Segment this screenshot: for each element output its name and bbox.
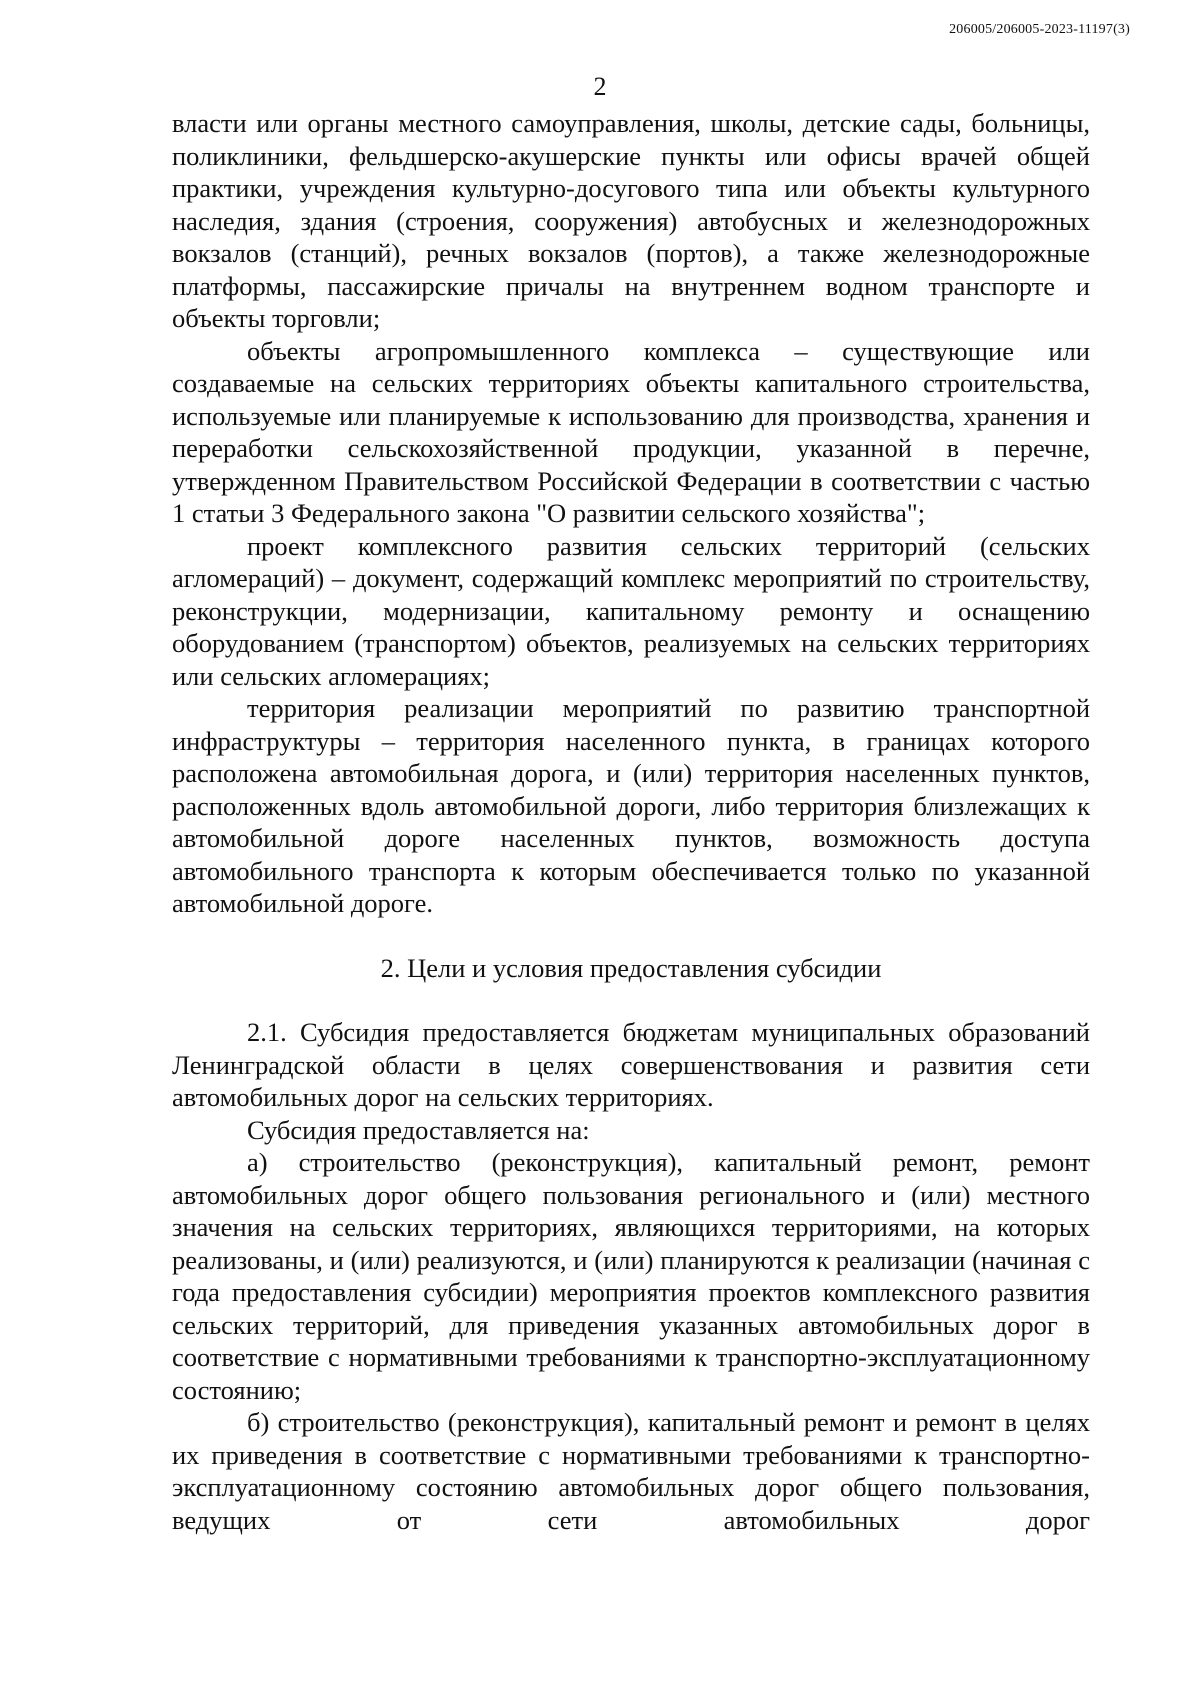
paragraph-agro-objects-definition: объекты агропромышленного комплекса – существующие или создаваемые на сельских территориях объекты капитального строительства, используемые или планируемые к использованию для производства, хранения и переработки сельскохозяйственной продукции, указанной в перечне, утвержденном Правительством Российской Федерации в соответствии с частью 1 статьи 3 Федерального закона "О развитии сельского хозяйства"; <box>172 335 1090 528</box>
paragraph-item-a: а) строительство (реконструкция), капитальный ремонт, ремонт автомобильных дорог общего пользования регионального и (или) местного значения на сельских территориях, являющихся территориями, на которых реализованы, и (или) реализуются, и (или) планируются к реализации (начиная с года предоставления субсидии) мероприятия проектов комплексного развития сельских территорий, для приведения указанных автомобильных дорог в соответствие с нормативными требованиями к транспортно-эксплуатационному состоянию; <box>172 1147 1090 1405</box>
page-number: 2 <box>593 72 607 101</box>
paragraph-item-b: б) строительство (реконструкция), капитальный ремонт и ремонт в целях их приведения в соответствие с нормативными требованиями к транспортно-эксплуатационному состоянию автомобильных дорог общего пользования, ведущих от сети автомобильных дорог <box>172 1407 1090 1535</box>
paragraph-subsidy-provided-for: Субсидия предоставляется на: <box>247 1114 590 1145</box>
document-body <box>172 107 1090 1536</box>
paragraph-territory-definition: территория реализации мероприятий по развитию транспортной инфраструктуры – территория населенного пункта, в границах которого расположена автомобильная дорога, и (или) территория населенных пунктов, расположенных вдоль автомобильной дороги, либо территория близлежащих к автомобильной дороге населенных пунктов, возможность доступа автомобильного транспорта к которым обеспечивается только по указанной автомобильной дороге. <box>172 693 1090 918</box>
paragraph-continued-list: власти или органы местного самоуправления, школы, детские сады, больницы, поликлиники, фельдшерско-акушерские пункты или офисы врачей общей практики, учреждения культурно-досугового типа или объекты культурного наследия, здания (строения, сооружения) автобусных и железнодорожных вокзалов (станций), речных вокзалов (портов), а также железнодорожные платформы, пассажирские причалы на внутреннем водном транспорте и объекты торговли; <box>172 108 1090 333</box>
section-heading: 2. Цели и условия предоставления субсидии <box>380 952 882 983</box>
paragraph-project-definition: проект комплексного развития сельских территорий (сельских агломераций) – документ, содержащий комплекс мероприятий по строительству, реконструкции, модернизации, капитальному ремонту и оснащению оборудованием (транспортом) объектов, реализуемых на сельских территориях или сельских агломерациях; <box>172 530 1090 691</box>
document-registration-number: 206005/206005-2023-11197(3) <box>949 22 1130 37</box>
paragraph-2-1: 2.1. Субсидия предоставляется бюджетам муниципальных образований Ленинградской области в целях совершенствования и развития сети автомобильных дорог на сельских территориях. <box>172 1017 1090 1112</box>
